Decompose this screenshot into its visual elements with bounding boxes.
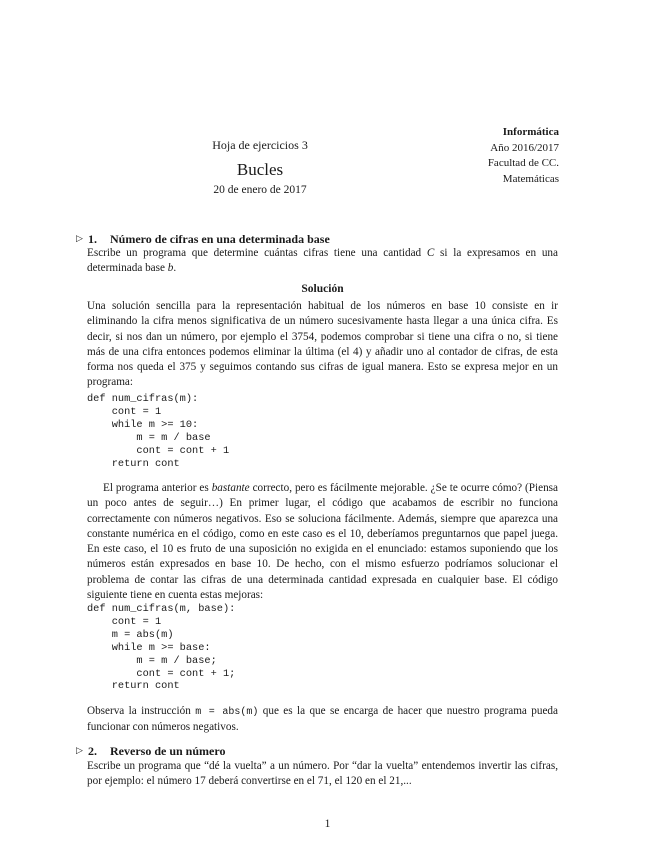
exercise-number: 2. <box>88 744 97 758</box>
document-date: 20 de enero de 2017 <box>213 184 307 196</box>
discussion-paragraph: El programa anterior es bastante correcto, pero es fácilmente mejorable. ¿Se te ocurre cómo? (Piensa un poco antes de seguir…) En primer lugar, el código que acabamos de escribir no funciona correctamente con números negativos. Eso se soluciona fácilmente. Además, siempre que aparezca una constante numérica en el código, como en este caso es el 10, deberíamos preguntarnos que papel juega. En este caso, el 10 es fruto de una suposición no exigida en el enunciado: estamos suponiendo que los números están expresados en base 10. De hecho, con el mismo esfuerzo podríamos solucionar el problema de contar las cifras de una determinada cantidad expresada en cualquier base. El código siguiente tiene en cuenta estas mejoras: <box>87 482 558 602</box>
triangle-marker-icon: ▷ <box>76 233 83 243</box>
solution-heading: Solución <box>301 283 344 295</box>
code-block-1: def num_cifras(m): cont = 1 while m >= 10: m = m / base cont = cont + 1 return cont <box>87 393 230 470</box>
solution-intro-paragraph: Una solución sencilla para la representación habitual de los números en base 10 consiste en ir eliminando la cifra menos significativa de un número sucesivamente hasta llegar a una única cifra. Es decir, si nos dan un número, por ejemplo el 3754, podemos comprobar si tiene una cifra o no, si tiene más de una cifra entonces podemos eliminar la última (el 4) y añadir uno al contador de cifras, de esta forma nos queda el 375 y seguimos contando sus cifras de igual manera. Esto se expresa mejor en un programa: <box>87 300 558 389</box>
course-name: Informática <box>502 126 559 138</box>
exercise-2-statement: Escribe un programa que “dé la vuelta” a un número. Por “dar la vuelta” entendemos invertir las cifras, por ejemplo: el número 17 deberá convertirse en el 71, el 120 en el 21,... <box>87 760 558 788</box>
academic-year: Año 2016/2017 <box>490 141 559 154</box>
faculty-line-2: Matemáticas <box>502 172 559 185</box>
triangle-marker-icon: ▷ <box>76 745 83 755</box>
exercise-title: Reverso de un número <box>110 744 226 758</box>
exercise-number: 1. <box>88 232 97 246</box>
exercise-1-statement: Escribe un programa que determine cuántas cifras tiene una cantidad C si la expresamos en una determinada base b. <box>87 247 558 275</box>
observation-paragraph: Observa la instrucción m = abs(m) que es la que se encarga de hacer que nuestro programa pueda funcionar con números negativos. <box>87 705 558 734</box>
faculty-line-1: Facultad de CC. <box>487 157 559 169</box>
course-info <box>488 125 559 187</box>
page-title: Bucles <box>236 160 284 179</box>
exercise-title: Número de cifras en una determinada base <box>110 232 330 246</box>
page-number: 1 <box>324 818 331 830</box>
sheet-subtitle: Hoja de ejercicios 3 <box>212 138 308 152</box>
code-block-2: def num_cifras(m, base): cont = 1 m = abs(m) while m >= base: m = m / base; cont = cont + 1; return cont <box>87 603 236 693</box>
